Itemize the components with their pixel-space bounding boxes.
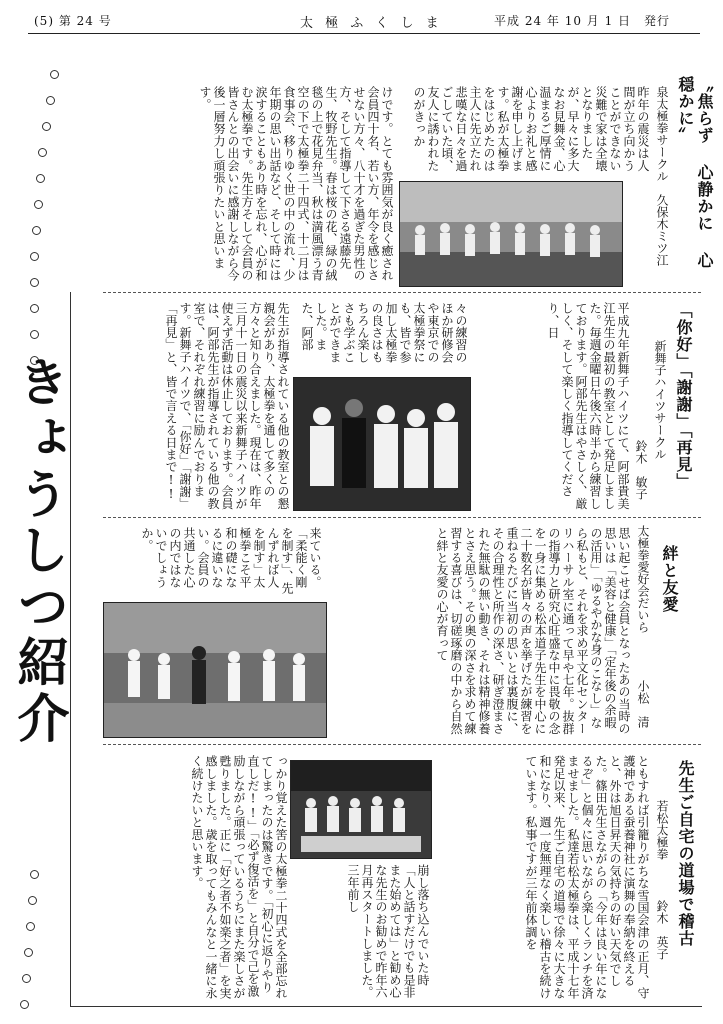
section4-body-mid <box>290 864 430 1001</box>
paragraph: ながら楽しくランチを済ませました。私達若松太極拳は、平成十 <box>566 755 594 1000</box>
section4-circle: 若松太極拳 <box>655 800 669 860</box>
paragraph: 緒に永く続けたいと思います。 <box>190 755 218 1000</box>
paragraph: お礼と感謝を申し上げます。私が太極拳をはじめたのは主人に先 <box>468 86 538 172</box>
section4-author: 鈴木 英子 <box>655 900 669 960</box>
paragraph: 発足しました。毎週金曜日午後六時半から練習しております。阿 <box>574 302 616 510</box>
bottom-divider <box>70 1006 702 1007</box>
section1-body-upper <box>388 86 650 181</box>
paragraph: の無い動き、それは精神修養とさえ思う。その奥の深さを求めて <box>463 527 491 735</box>
paragraph: 部先生はやさしく、厳しく、そして楽しく指導してくださり、日 <box>546 302 588 510</box>
paragraph: 激励しながら頑張っているうちにまた楽しさが甦りました。正に <box>218 755 260 999</box>
section-divider <box>103 744 701 745</box>
paragraph: 、秋は満風漂う青空の下で太極拳二十四式、十二月は食事会、移 <box>282 86 324 282</box>
section2-body-left <box>108 302 290 510</box>
paragraph: りゆく世の中の流れ、少年期の思い出話など、そして時には涙す <box>254 86 296 282</box>
section2-circle: 新舞子ハイツサークル <box>653 340 667 460</box>
paragraph: ることもあり時を忘れ、心が和む太極拳です。先生方そして会員 <box>240 86 268 282</box>
section4-body-right <box>432 755 650 1001</box>
paragraph: の皆さんとの出会いに感謝しながら今後一層努力し頑張りたいと <box>212 86 254 282</box>
section4-title: 先生ご自宅の道場で稽古 <box>676 760 695 947</box>
paragraph: て多くの方々と知り合えました。現在は、昨年三月十一日の震災 <box>234 302 276 510</box>
paragraph: けです。とても雰囲気が良く癒され会員四十名、若い方、年令を <box>366 86 394 282</box>
header-divider <box>28 33 700 34</box>
section3-body-left <box>108 527 322 597</box>
paragraph: しょうか。 <box>140 527 168 589</box>
paragraph: 七年発足以来、先生ご自宅の道場で徐々に大きな和になり、週一 <box>538 755 580 1000</box>
section-divider <box>103 517 701 518</box>
paragraph: そ平和の礎になるに違いない。会員の共通した心の内ではないで <box>154 527 252 589</box>
paragraph: 来ている。「柔能く剛を制す」、先んずれば人を制す」太極拳こ <box>238 527 322 595</box>
paragraph: 練習する喜びは、切磋琢磨の中から自然と絆と友愛の心が育って <box>435 527 477 735</box>
section-divider <box>103 292 701 293</box>
section3-title: 絆と友愛 <box>660 545 679 613</box>
paragraph: 々の練習のほか研修会や東京での太極拳祭にも、皆で参加し太極 <box>384 302 468 363</box>
practice-photo <box>103 602 327 738</box>
paragraph: 部先生が指導されている他の教室で、それぞれ練習に励んでおり <box>192 302 220 510</box>
paragraph: 平成九年新舞子ハイツにて、阿部貴美江先生の最初の教室として <box>602 302 630 510</box>
paragraph: 思いとは裏腹に、その合理性と所作の深さ、研ぎ澄まされた無駄 <box>477 527 519 735</box>
paragraph: ともすれば引籠りがちな雪国会津の正月、守護神である蚕養神社 <box>622 755 650 999</box>
section1-author: 泉太極拳サークル 久保木ミツ江 <box>655 86 669 266</box>
paragraph: さる遠藤先生、牧野先生。春は桜の花、緑の絨毯の上で花見弁当 <box>310 86 352 282</box>
paragraph: です。「初心に返りやり直しだ!!」「必ず復活を」と自分で己を <box>246 755 274 994</box>
column-divider <box>70 292 71 1007</box>
publication-title: 太 極 ふ く し ま <box>300 16 443 31</box>
section2-title: 「你好」「謝謝」「再見」 <box>674 302 693 490</box>
section2-author: 鈴木 敏子 <box>634 440 648 500</box>
paragraph: なりましたが、早々に多大なお見舞金、心温まるご厚情に心より <box>524 86 594 172</box>
issue-number: (5) 第 24 号 <box>34 14 112 28</box>
paragraph: 思い起こせば会員となったあの当時の思いは「美容と健康」「定 <box>603 527 631 735</box>
paragraph: 先生が指導されている他の教室との懇親会があり、太極拳を通し <box>262 302 290 510</box>
paragraph: 感じさせない方々、八十才を過ぎた男性の方、そして指導して下 <box>338 86 380 282</box>
paragraph: 拳の良さはもちろん楽しさも学ぶことができました。また、阿部 <box>300 302 398 364</box>
paragraph: ます。新舞子ハイツで、「你好」「謝謝」「再見」と、皆で言える <box>164 302 206 510</box>
paragraph: 崩し落ち込んでいた時「人と話すだけでも是非また始めては」と <box>388 864 430 999</box>
section-banner: きょうしつ紹介 <box>8 355 68 747</box>
paragraph: 日まで!! <box>164 436 178 502</box>
paragraph: 年後の余暇の活用」「ゆるやかな身のこなし」なら私もと、それ <box>575 527 617 729</box>
section1-body-lower <box>108 86 394 286</box>
section3-author: 小松 清 <box>636 680 650 728</box>
section1-title: 〝焦らず 心静かに 心穏かに〟 <box>676 76 714 269</box>
paragraph: 勧め心な先生のお勧めで昨年六月再スタートしました。三年前し <box>346 864 402 999</box>
publish-date: 平成 24 年 10 月 1 日 発行 <box>494 14 671 28</box>
group-photo-indoor <box>293 377 471 511</box>
paragraph: 導力と研究心旺盛な中に畏敬の念を一身に集める松本道子先生を <box>533 527 561 735</box>
section4-body-left <box>108 755 288 1001</box>
paragraph: 昨年の震災は人間が立ち向かうことができない災難で家は全壊と <box>580 86 650 172</box>
paragraph: っかり覚えた筈の太極拳二十四式を全部忘れてしまったのは驚き <box>260 755 288 999</box>
paragraph: 立たれ悲嘆な日々を過ごしていた頃、友人に誘われたのがきっか <box>412 86 482 172</box>
paragraph: を求め平文化センターリハーサル室に通って早や七年。抜群の指 <box>547 527 589 735</box>
section3-circle: 太極拳愛好会だいら <box>636 525 650 633</box>
paragraph: た。篠田先生さながらの「今年は良い年になるぞ」と個々に思い <box>580 755 608 999</box>
paragraph: 度無理なく楽しい稽古を続けています。私事ですが三年前体調を <box>524 755 552 1000</box>
section2-body-right <box>470 302 630 510</box>
section2-body-mid <box>290 302 468 374</box>
paragraph: 思います。 <box>198 86 226 270</box>
paragraph: 「好之者不如楽之者」を実感しました。歳を取ってもみんなと一 <box>204 755 232 1000</box>
page-header <box>0 0 723 40</box>
section3-body-right <box>326 527 631 737</box>
paragraph: 以来新舞子ハイツが使えず活動は休止しております。会員は、阿 <box>206 302 248 510</box>
paragraph: 中心に二十数名が皆々の声を挙げたが練習を重ねるたびに当初の <box>505 527 547 735</box>
dojo-photo <box>290 760 432 859</box>
group-photo-outdoor <box>399 181 623 287</box>
paragraph: に演舞の奉納を終えると、外は旭日昇天の気持ちの好い天気でし <box>608 755 636 987</box>
